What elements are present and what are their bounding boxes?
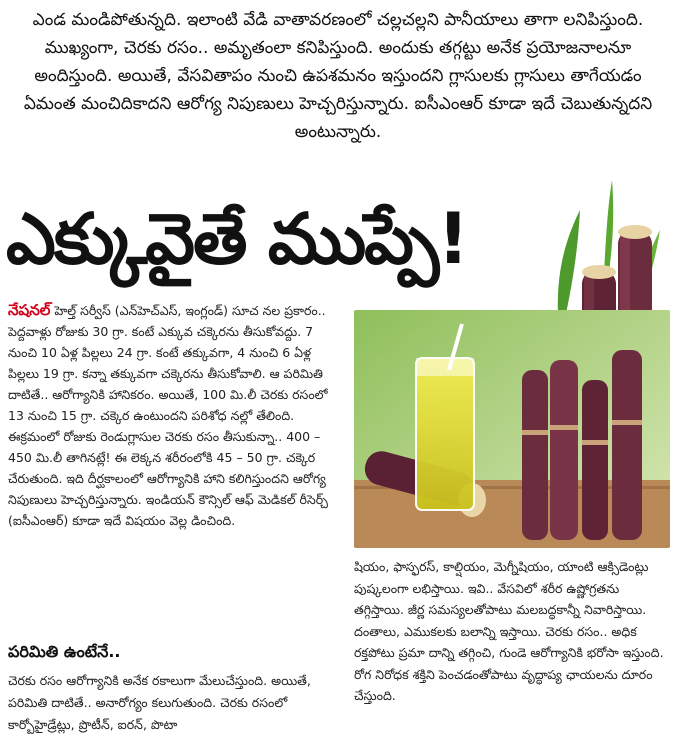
sugarcane-juice-photo [354,310,670,548]
left-body-text: హెల్త్ సర్వీస్ (ఎన్‌హెచ్‌ఎస్, ఇంగ్లండ్) సూచ నల ప్రకారం.. పెద్దవాళ్లు రోజుకు 30 గ్రా. కంటే ఎక్కువ చక్కెరను తీసుకోవద్దు. 7 నుంచి 10 ఏళ్ల పిల్లలు 24 గ్రా. కంటే తక్కువగా, 4 నుంచి 6 ఏళ్ల పిల్లలు 19 గ్రా. కన్నా తక్కువగా చక్కెరను తీసుకోవాలి. ఆ పరిమితి దాటితే.. ఆరోగ్యానికి హానికరం. అయితే, 100 మి.లీ చెరకు రసంలో 13 నుంచి 15 గ్రా. చక్కెర ఉంటుందని పరిశోధ నల్లో తేలింది. ఈక్రమంలో రోజుకు రెండుగ్లాసుల చెరకు రసం తీసుకున్నా.. 400 – 450 మి.లీ తాగినట్లే! ఈ లెక్కన శరీరంలోకి 45 – 50 గ్రా. చక్కెర చేరుతుంది. ఇది దీర్ఘకాలంలో ఆరోగ్యానికి హాని కలిగిస్తుందని ఆరోగ్య నిపుణులు హెచ్చరిస్తున్నారు. ఇండియన్ కౌన్సిల్ ఆఫ్ మెడికల్ రీసెర్చ్ (ఐసీఎంఆర్) కూడా ఇదే విషయం వెల్ల డించింది. [8,303,328,528]
left-bottom-text: చెరకు రసం ఆరోగ్యానికి అనేక రకాలుగా మేలుచేస్తుంది. అయితే, పరిమితి దాటితే.. అనారోగ్యం కలుగుతుంది. చెరకు రసంలో కార్బోహైడ్రేట్లు, ప్రొటీన్, ఐరన్, పొటా [8,673,311,732]
article-body-right [354,556,670,707]
section-subheading: పరిమితి ఉంటేనే.. [8,642,121,661]
lead-word: నేషనల్ [8,301,51,319]
article-headline: ఎక్కువైతే ముప్పే! [6,198,468,280]
right-body-text: షియం, ఫాస్ఫరస్, కాల్షియం, మెగ్నీషియం, యాంటి ఆక్సిడెంట్లు పుష్కలంగా లభిస్తాయి. ఇవి.. వేసవిలో శరీర ఉష్ణోగ్రతను తగ్గిస్తాయి. జీర్ణ సమస్యలతోపాటు మలబద్ధకాన్నీ నివారిస్తాయి. దంతాలు, ఎముకలకు బలాన్ని ఇస్తాయి. చెరకు రసం.. అధిక రక్తపోటు ప్రమా దాన్ని తగ్గించి, గుండె ఆరోగ్యానికి భరోసా ఇస్తుంది. రోగ నిరోధక శక్తిని పెంచడంతోపాటు వృద్ధాప్య ఛాయలను దూరం చేస్తుంది. [354,559,664,703]
article-body-left [8,300,338,531]
article-body-left-bottom [8,670,338,736]
intro-paragraph: ఎండ మండిపోతున్నది. ఇలాంటి వేడి వాతావరణంలో చల్లచల్లని పానీయాలు తాగా లనిపిస్తుంది. ముఖ్యంగా, చెరకు రసం.. అమృతంలా కనిపిస్తుంది. అందుకు తగ్గట్టు అనేక ప్రయోజనాలనూ అందిస్తుంది. అయితే, వేసవితాపం నుంచి ఉపశమనం ఇస్తుందని గ్లాసులకు గ్లాసులు తాగేయడం ఏమంత మంచిదికాదని ఆరోగ్య నిపుణులు హెచ్చరిస్తున్నారు. ఐసీఎంఆర్ కూడా ఇదే చెబుతున్నదని అంటున్నారు. [23,10,653,142]
